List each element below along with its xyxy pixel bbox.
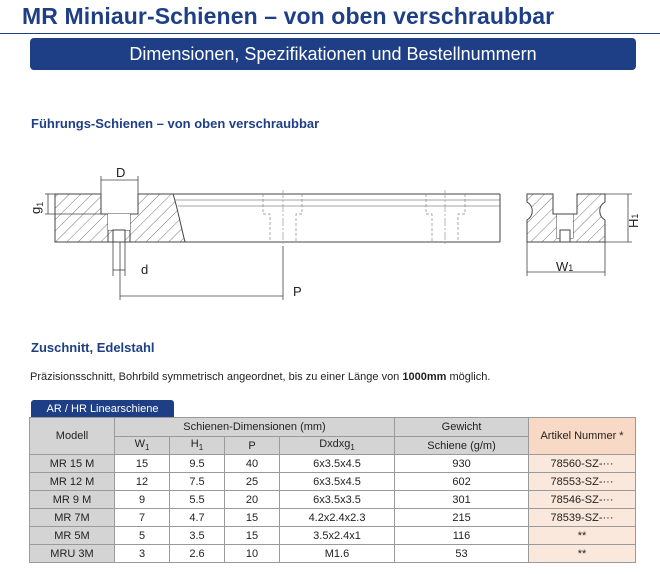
cut-description: Präzisionsschnitt, Bohrbild symmetrisch angeordnet, bis zu einer Länge von 1000mm möglich. <box>30 371 491 383</box>
cell-w1: 12 <box>115 473 170 491</box>
table-row <box>30 491 636 509</box>
table-row <box>30 455 636 473</box>
cell-p: 15 <box>225 509 280 527</box>
cell-dims: 6x3.5x3.5 <box>280 491 395 509</box>
cell-model: MR 9 M <box>30 491 115 509</box>
col-header-dimensions: Schienen-Dimensionen (mm) <box>115 418 395 437</box>
rail-profile-view <box>527 194 605 242</box>
cell-h1: 4.7 <box>170 509 225 527</box>
rail-technical-drawing <box>0 150 660 310</box>
table-row <box>30 527 636 545</box>
cell-model: MRU 3M <box>30 545 115 563</box>
cell-article: ** <box>529 527 636 545</box>
col-header-h1: $H_1$ <box>170 437 225 455</box>
cell-model: MR 12 M <box>30 473 115 491</box>
page-title: MR Miniaur-Schienen – von oben verschraubbar <box>22 3 555 29</box>
label-g1: $g_1$ <box>28 201 45 214</box>
col-header-weight: Gewicht <box>395 418 529 437</box>
cell-h1: 9.5 <box>170 455 225 473</box>
cut-section-heading: Zuschnitt, Edelstahl <box>31 340 155 355</box>
table-row <box>30 473 636 491</box>
cell-dims: 3.5x2.4x1 <box>280 527 395 545</box>
cell-weight: 215 <box>395 509 529 527</box>
label-w1: W1 <box>556 259 574 274</box>
label-p: P <box>293 284 302 299</box>
label-d-upper: D <box>116 165 126 180</box>
cell-model: MR 15 M <box>30 455 115 473</box>
col-header-article: Artikel Nummer * <box>529 418 636 455</box>
cell-p: 20 <box>225 491 280 509</box>
col-header-model: Modell <box>30 418 115 455</box>
cell-h1: 2.6 <box>170 545 225 563</box>
cell-weight: 301 <box>395 491 529 509</box>
subtitle-banner: Dimensionen, Spezifikationen und Bestellnummern <box>30 38 636 70</box>
col-header-dxdxg1: Dxdxg$_1$ <box>280 437 395 455</box>
specification-table <box>29 417 636 563</box>
cell-h1: 3.5 <box>170 527 225 545</box>
col-header-weight-unit: Schiene (g/m) <box>395 437 529 455</box>
cell-model: MR 7M <box>30 509 115 527</box>
cell-weight: 116 <box>395 527 529 545</box>
cell-w1: 15 <box>115 455 170 473</box>
rail-side-view <box>173 190 500 246</box>
cell-weight: 53 <box>395 545 529 563</box>
title-underline <box>0 33 660 34</box>
cell-dims: 6x3.5x4.5 <box>280 473 395 491</box>
rail-section-view <box>55 194 185 242</box>
table-row <box>30 509 636 527</box>
cell-p: 25 <box>225 473 280 491</box>
cell-p: 10 <box>225 545 280 563</box>
cell-h1: 7.5 <box>170 473 225 491</box>
cell-dims: M1.6 <box>280 545 395 563</box>
cell-weight: 930 <box>395 455 529 473</box>
label-h1: H1 <box>626 213 641 228</box>
col-header-p: P <box>225 437 280 455</box>
cell-w1: 5 <box>115 527 170 545</box>
cell-w1: 3 <box>115 545 170 563</box>
cell-article: 78546-SZ-··· <box>529 491 636 509</box>
table-row <box>30 545 636 563</box>
col-header-w1: $W_1$ <box>115 437 170 455</box>
label-d-lower: d <box>141 262 149 277</box>
cell-w1: 7 <box>115 509 170 527</box>
cell-dims: 6x3.5x4.5 <box>280 455 395 473</box>
table-tab-label: AR / HR Linearschiene <box>31 400 174 418</box>
cell-dims: 4.2x2.4x2.3 <box>280 509 395 527</box>
cell-w1: 9 <box>115 491 170 509</box>
guide-rail-heading: Führungs-Schienen – von oben verschraubbar <box>31 116 320 131</box>
cell-p: 40 <box>225 455 280 473</box>
cell-weight: 602 <box>395 473 529 491</box>
cell-p: 15 <box>225 527 280 545</box>
cell-model: MR 5M <box>30 527 115 545</box>
cell-article: 78560-SZ-··· <box>529 455 636 473</box>
cell-article: 78539-SZ-··· <box>529 509 636 527</box>
cell-article: ** <box>529 545 636 563</box>
cell-h1: 5.5 <box>170 491 225 509</box>
cell-article: 78553-SZ-··· <box>529 473 636 491</box>
